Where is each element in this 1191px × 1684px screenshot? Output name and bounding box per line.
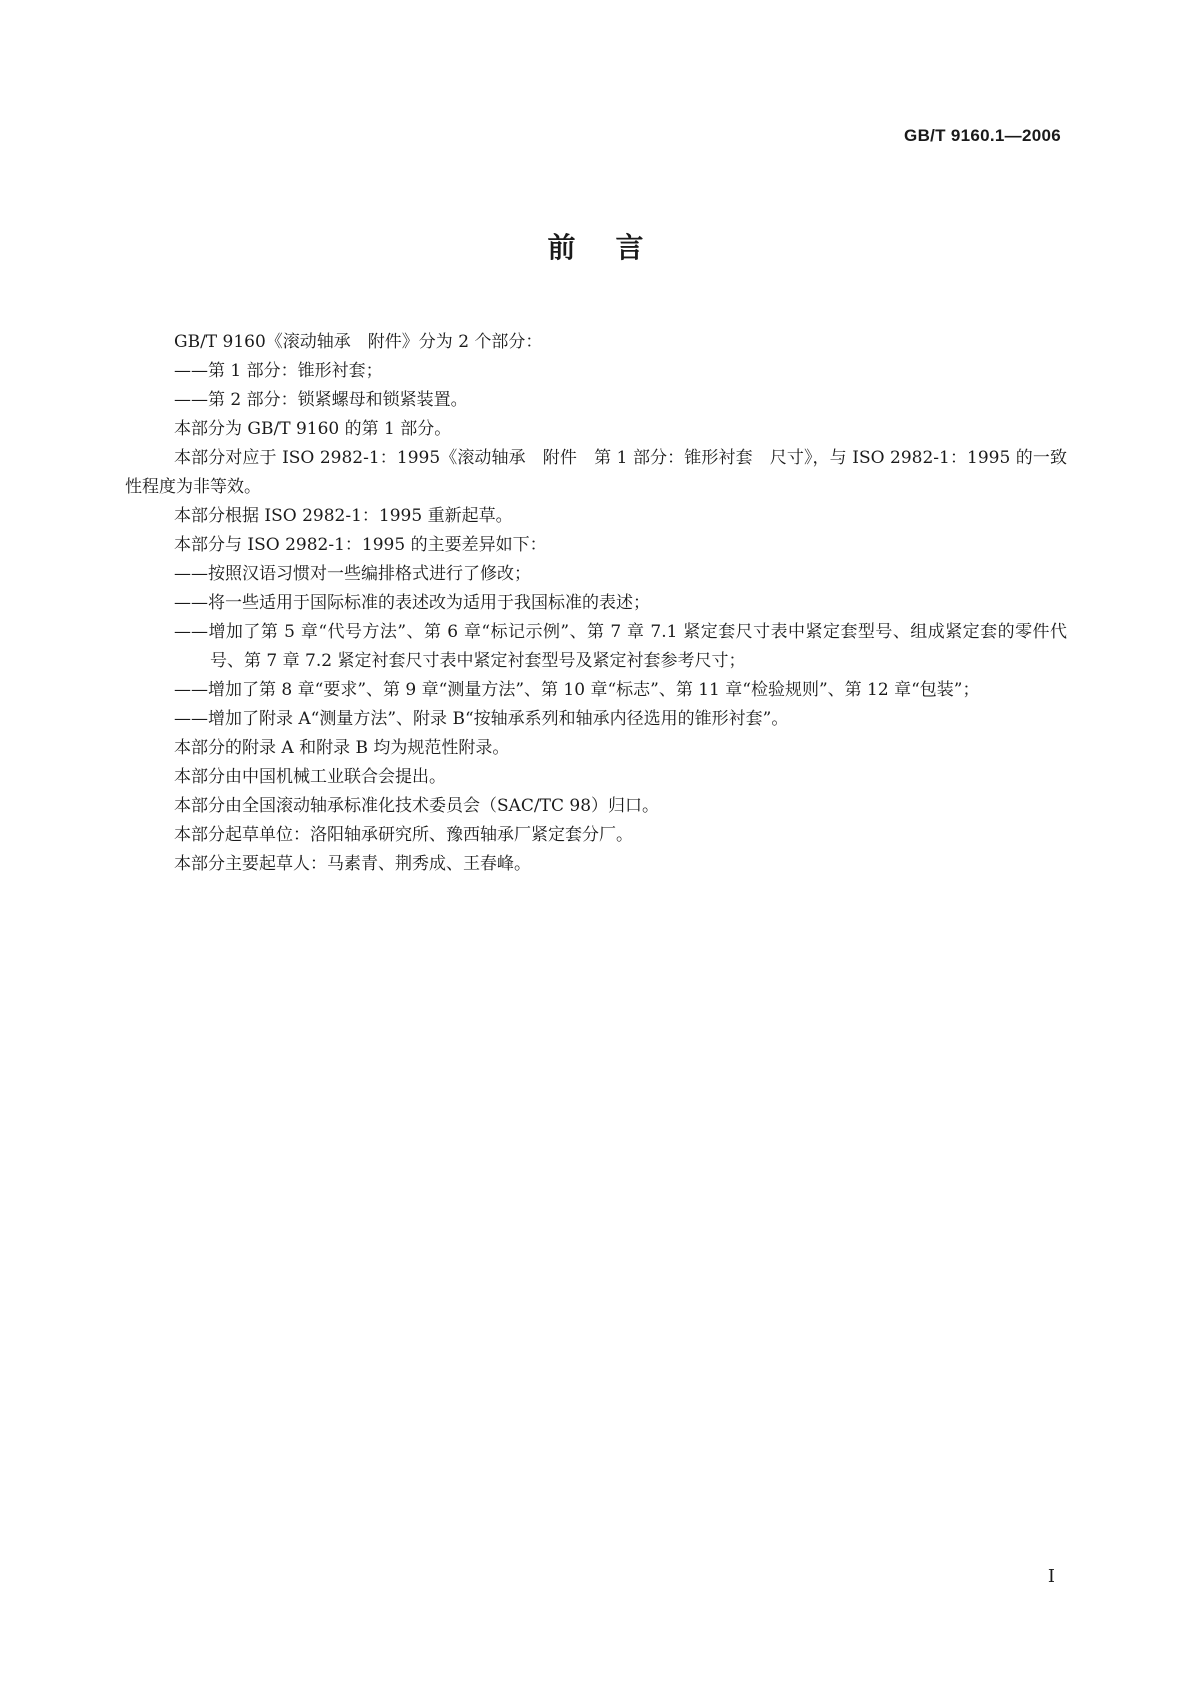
- paragraph-proposed-by: 本部分由中国机械工业联合会提出。: [174, 767, 446, 787]
- paragraph-drafters: 本部分主要起草人：马素青、荆秀成、王春峰。: [174, 854, 531, 874]
- paragraph-correspondence: 本部分对应于 ISO 2982-1：1995《滚动轴承 附件 第 1 部分：锥形衬套 尺寸》，与 ISO 2982-1：1995 的一致性程度为非等效。: [125, 448, 1067, 497]
- page-number: I: [1047, 1566, 1055, 1587]
- paragraph-administered-by: 本部分由全国滚动轴承标准化技术委员会（SAC/TC 98）归口。: [174, 796, 660, 816]
- foreword-body: [125, 328, 1067, 879]
- paragraph-this-part: 本部分为 GB/T 9160 的第 1 部分。: [174, 419, 452, 439]
- paragraph-differences-intro: 本部分与 ISO 2982-1：1995 的主要差异如下：: [174, 535, 547, 555]
- list-item-difference-1: ——按照汉语习惯对一些编排格式进行了修改；: [174, 564, 531, 584]
- list-item-difference-4: ——增加了第 8 章“要求”、第 9 章“测量方法”、第 10 章“标志”、第 11 章“检验规则”、第 12 章“包装”；: [174, 680, 980, 700]
- list-item-difference-3: ——增加了第 5 章“代号方法”、第 6 章“标记示例”、第 7 章 7.1 紧定套尺寸表中紧定套型号、组成紧定套的零件代号、第 7 章 7.2 紧定衬套尺寸表中紧定衬套型号及紧定衬套参考尺寸；: [174, 622, 1067, 671]
- list-item-difference-2: ——将一些适用于国际标准的表述改为适用于我国标准的表述；: [174, 593, 650, 613]
- list-item-difference-5: ——增加了附录 A“测量方法”、附录 B“按轴承系列和轴承内径选用的锥形衬套”。: [174, 709, 789, 729]
- list-item-part-1: ——第 1 部分：锥形衬套；: [174, 361, 383, 381]
- paragraph-parts-intro: GB/T 9160《滚动轴承 附件》分为 2 个部分：: [174, 332, 543, 352]
- list-item-part-2: ——第 2 部分：锁紧螺母和锁紧装置。: [174, 390, 468, 410]
- paragraph-annexes: 本部分的附录 A 和附录 B 均为规范性附录。: [174, 738, 510, 758]
- standard-number: GB/T 9160.1—2006: [904, 126, 1061, 145]
- page-title: 前言: [547, 231, 684, 264]
- paragraph-drafting-units: 本部分起草单位：洛阳轴承研究所、豫西轴承厂紧定套分厂。: [174, 825, 633, 845]
- paragraph-redrafted: 本部分根据 ISO 2982-1：1995 重新起草。: [174, 506, 513, 526]
